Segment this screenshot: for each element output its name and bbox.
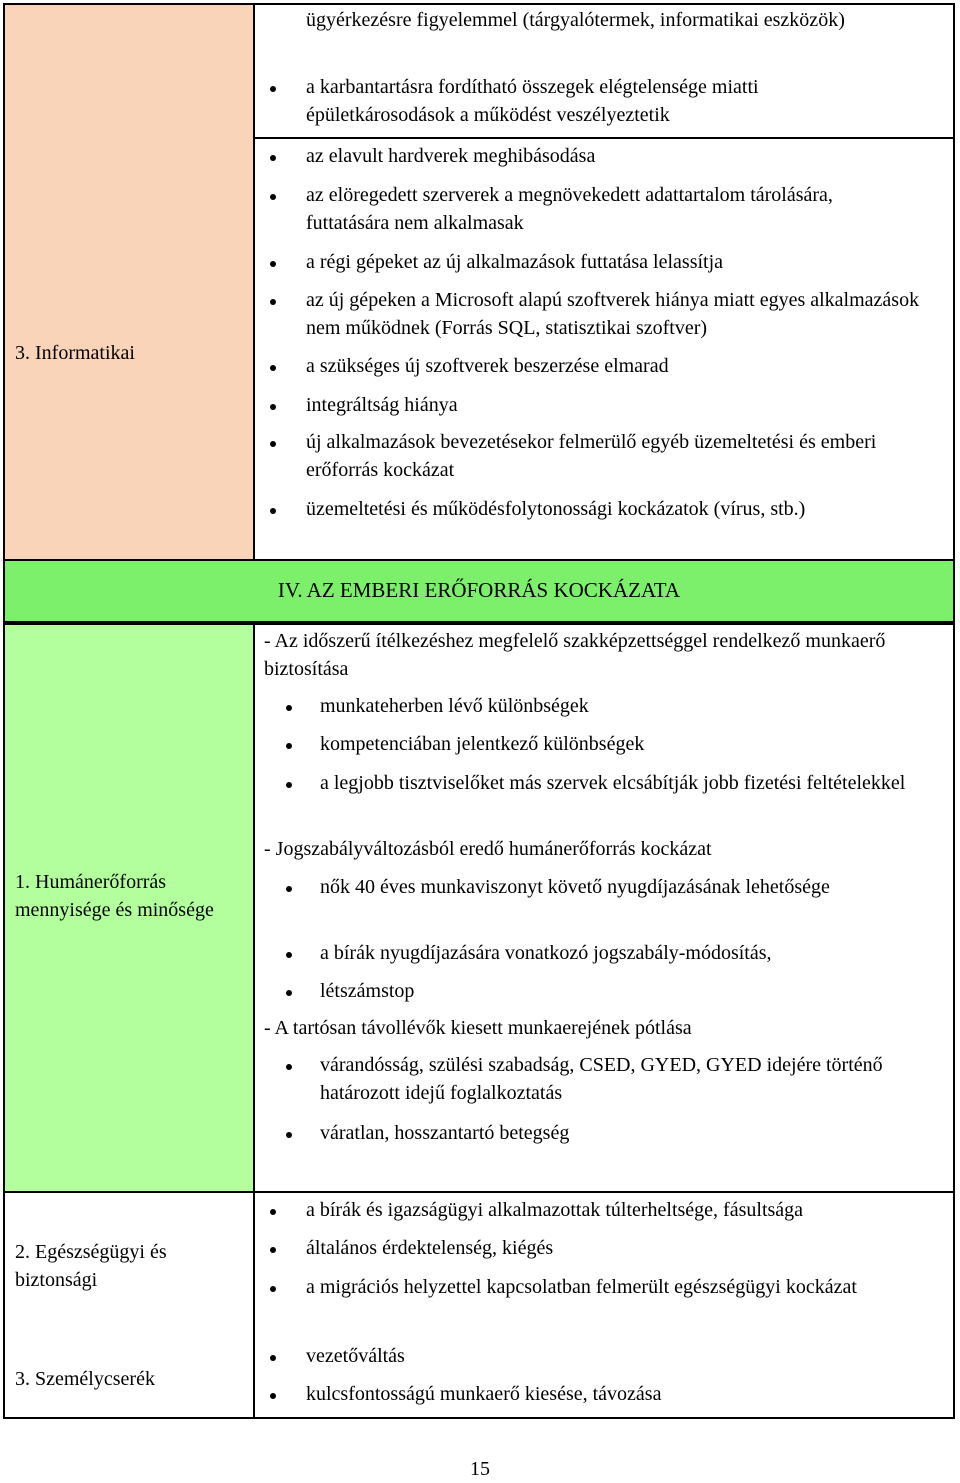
informatikai-label-cell [3,3,255,561]
list-item: a karbantartásra fordítható összegek elégtelensége miatti épületkárosodások a működést veszélyeztetik [306,76,759,126]
staff-label: 3. Személycserék [15,1368,155,1390]
bullet-icon [270,86,276,92]
informatikai-label: 3. Informatikai [15,342,135,364]
health-staff-label-cell [3,1191,255,1419]
bullet-icon [286,990,292,996]
bullet-icon [270,508,276,514]
list-item: várandósság, szülési szabadság, CSED, GYED, GYED idejére történő határozott idejű foglalkoztatás [320,1054,883,1104]
list-item: munkateherben lévő különbségek [320,695,589,717]
list-item: létszámstop [320,980,415,1002]
list-item: a szükséges új szoftverek beszerzése elmarad [306,355,669,377]
bullet-icon [270,299,276,305]
list-item: vezetőváltás [306,1345,405,1367]
bullet-icon [286,1064,292,1070]
banner-title: IV. AZ EMBERI ERŐFORRÁS KOCKÁZATA [277,578,681,602]
list-item: a legjobb tisztviselőket más szervek elcsábítják jobb fizetési feltételekkel [320,772,906,794]
bullet-icon [286,782,292,788]
bullet-icon [270,155,276,161]
bullet-icon [270,1247,276,1253]
bullet-icon [270,261,276,267]
page-number: 15 [470,1458,490,1480]
list-item: új alkalmazások bevezetésekor felmerülő egyéb üzemeltetési és emberi erőforrás kockázat [306,431,877,481]
bullet-icon [286,886,292,892]
list-item: nők 40 éves munkaviszonyt követő nyugdíjazásának lehetősége [320,876,830,898]
human-label: 1. Humánerőforrás mennyisége és minősége [15,871,214,921]
bullet-icon [270,1393,276,1399]
list-item: az elavult hardverek meghibásodása [306,145,596,167]
list-item: integráltság hiánya [306,394,458,416]
bullet-icon [270,194,276,200]
group-heading: - Az időszerű ítélkezéshez megfelelő szakképzettséggel rendelkező munkaerő biztosítása [264,630,886,680]
bullet-icon [286,952,292,958]
human-label-cell [3,623,255,1193]
bullet-icon [270,404,276,410]
bullet-icon [270,1209,276,1215]
bullet-icon [270,365,276,371]
list-item: ügyérkezésre figyelemmel (tárgyalótermek, informatikai eszközök) [306,9,845,31]
list-item: a régi gépeket az új alkalmazások futtatása lelassítja [306,251,724,273]
list-item: általános érdektelenség, kiégés [306,1237,554,1259]
list-item: a bírák nyugdíjazására vonatkozó jogszabály-módosítás, [320,942,772,964]
bullet-icon [286,1132,292,1138]
list-item: kulcsfontosságú munkaerő kiesése, távozása [306,1383,662,1405]
list-item: a migrációs helyzettel kapcsolatban felmerült egészségügyi kockázat [306,1276,857,1298]
list-item: kompetenciában jelentkező különbségek [320,733,645,755]
list-item: az új gépeken a Microsoft alapú szoftverek hiánya miatt egyes alkalmazások nem működnek (Forrás SQL, statisztikai szoftver) [306,289,920,339]
group-heading: - A tartósan távollévők kiesett munkaerejének pótlása [264,1017,692,1039]
list-item: váratlan, hosszantartó betegség [320,1122,570,1144]
bullet-icon [286,743,292,749]
list-item: az elöregedett szerverek a megnövekedett adattartalom tárolására, futtatására nem alkalmasak [306,184,833,234]
list-item: üzemeltetési és működésfolytonossági kockázatok (vírus, stb.) [306,498,806,520]
list-item: a bírák és igazságügyi alkalmazottak túlterheltsége, fásultsága [306,1199,804,1221]
health-label: 2. Egészségügyi és biztonsági [15,1241,167,1291]
section-banner [3,559,955,623]
group-heading: - Jogszabályváltozásból eredő humánerőforrás kockázat [264,838,712,860]
bullet-icon [270,1286,276,1292]
bullet-icon [270,1355,276,1361]
bullet-icon [286,705,292,711]
divider [253,137,955,139]
bullet-icon [270,441,276,447]
